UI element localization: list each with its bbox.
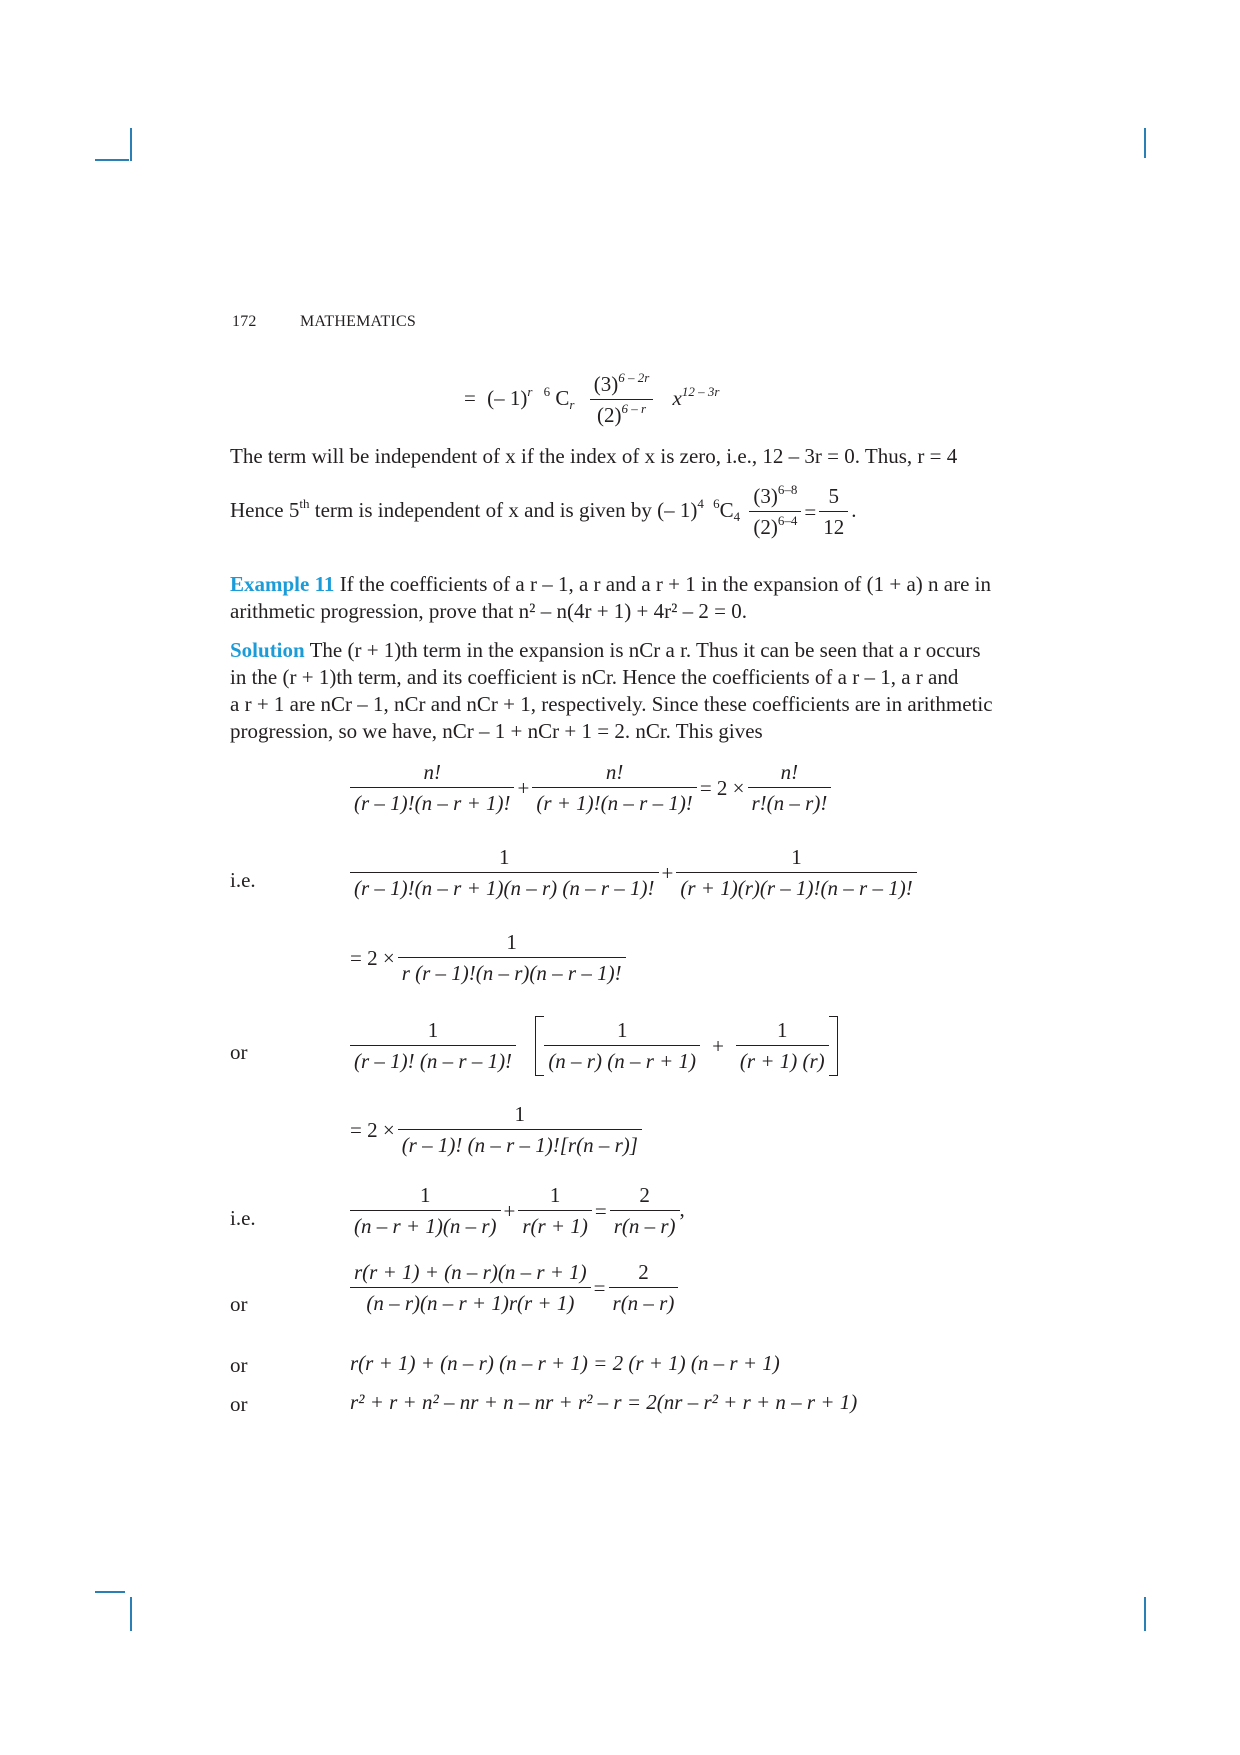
label-or-4: or bbox=[230, 1392, 248, 1416]
solution-line-1: The (r + 1)th term in the expansion is nCr a r. Thus it can be seen that a r occurs bbox=[309, 638, 981, 662]
label-or-3: or bbox=[230, 1353, 248, 1377]
equation-6: $\frac{1}{(n - r + 1)(n - r)}$ + $\frac{1}{r(r + 1)}$ = $\frac{2}{r(n - r)}$ , bbox=[350, 1183, 685, 1239]
fraction-3-over-2: $\frac{(3)^{6 - 2r}}{(2)^{6 - r}}$ bbox=[590, 372, 654, 428]
running-title: MATHEMATICS bbox=[300, 313, 416, 330]
equation-2: $\frac{1}{(r - 1)!(n - r + 1)(n - r) (n - r - 1)!}$ + $\frac{1}{(r + 1)(r)(r - 1)!(n - r - 1)!}$ bbox=[350, 845, 917, 901]
label-ie-2: i.e. bbox=[230, 1206, 256, 1230]
crop-mark-bottom-left-h bbox=[95, 1591, 125, 1593]
equation-term-general: = (– 1)$^r$ $^6$ $C_r$ $\frac{(3)^{6 - 2r}}{(2)^{6 - r}}$ $x^{12 - 3r}$ bbox=[464, 370, 720, 427]
paragraph-independent-term: The term will be independent of x if the index of x is zero, i.e., 12 – 3r = 0. Thus, r = 4 bbox=[230, 444, 958, 468]
solution-line-3: a r + 1 are nCr – 1, nCr and nCr + 1, respectively. Since these coefficients are in arithmetic bbox=[230, 692, 993, 716]
solution-label: Solution bbox=[230, 638, 305, 662]
hence-fifth-term-line: Hence 5th term is independent of x and is given by (– 1)$^4$ $^6C_4$ $\frac{(3)^{6-8}}{(2)^{6-4}}$ = $\frac{5}{12}$ . bbox=[230, 482, 857, 539]
example-label: Example 11 bbox=[230, 572, 335, 596]
variable-x: x bbox=[672, 385, 682, 410]
crop-mark-top-right-v bbox=[1144, 128, 1146, 158]
binomial-c: C bbox=[555, 385, 570, 410]
solution-line-4: progression, so we have, nCr – 1 + nCr + 1 = 2. nCr. This gives bbox=[230, 719, 763, 743]
solution-block bbox=[230, 637, 1020, 745]
equation-3: = 2 × $\frac{1}{r (r - 1)!(n - r)(n - r - 1)!}$ bbox=[350, 930, 626, 986]
equation-8: r(r + 1) + (n – r) (n – r + 1) = 2 (r + 1) (n – r + 1) bbox=[350, 1351, 780, 1375]
solution-line-2: in the (r + 1)th term, and its coefficient is nCr. Hence the coefficients of a r – 1, a r and bbox=[230, 665, 959, 689]
crop-mark-top-left-v bbox=[130, 128, 132, 161]
equation-4: $\frac{1}{(r - 1)! (n - r - 1)!}$ $\frac{1}{(n - r) (n - r + 1)}$ + $\frac{1}{(r + 1) (r)}$ bbox=[350, 1016, 838, 1076]
example-line-2: arithmetic progression, prove that n² – n(4r + 1) + 4r² – 2 = 0. bbox=[230, 599, 748, 623]
crop-mark-top-left-h bbox=[95, 159, 129, 161]
equation-5: = 2 × $\frac{1}{(r - 1)! (n - r - 1)![r(n - r)]}$ bbox=[350, 1102, 642, 1158]
label-or-1: or bbox=[230, 1040, 248, 1064]
equation-9: r² + r + n² – nr + n – nr + r² – r = 2(nr – r² + r + n – r + 1) bbox=[350, 1390, 858, 1414]
equation-7: $\frac{r(r + 1) + (n - r)(n - r + 1)}{(n - r)(n - r + 1)r(r + 1)}$ = $\frac{2}{r(n - r)}$ bbox=[350, 1260, 678, 1316]
example-11 bbox=[230, 571, 1020, 625]
page-number: 172 bbox=[232, 313, 257, 330]
equals-sign: = bbox=[464, 385, 476, 410]
fraction-5-over-12: $\frac{5}{12}$ bbox=[819, 484, 848, 540]
equation-1: $\frac{n!}{(r - 1)!(n - r + 1)!}$ + $\frac{n!}{(r + 1)!(n - r - 1)!}$ = 2 × $\frac{n!}{r!(n - r)!}$ bbox=[350, 760, 831, 816]
example-line-1: If the coefficients of a r – 1, a r and a r + 1 in the expansion of (1 + a) n are in bbox=[339, 572, 991, 596]
fraction-fifth-term: $\frac{(3)^{6-8}}{(2)^{6-4}}$ bbox=[749, 484, 801, 540]
crop-mark-bottom-right-v bbox=[1144, 1597, 1146, 1631]
crop-mark-bottom-left-v bbox=[130, 1597, 132, 1631]
label-ie-1: i.e. bbox=[230, 868, 256, 892]
label-or-2: or bbox=[230, 1292, 248, 1316]
sign-factor: (– 1) bbox=[487, 385, 528, 410]
